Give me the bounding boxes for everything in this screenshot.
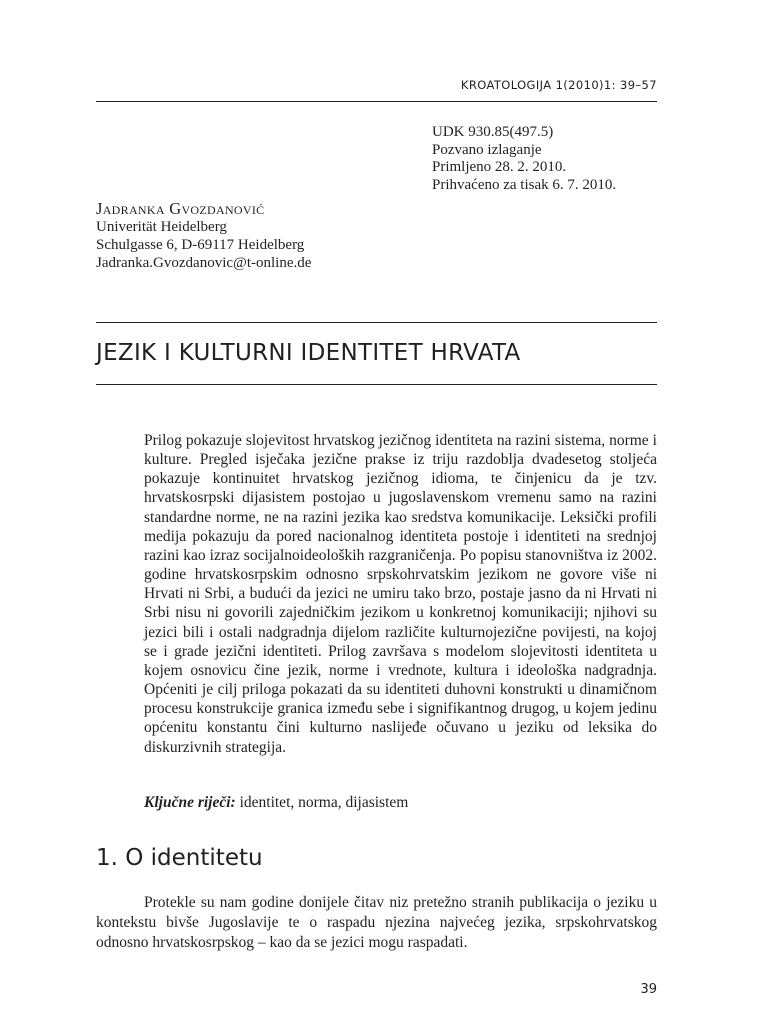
accepted-date: Prihvaćeno za tisak 6. 7. 2010. [432, 176, 617, 193]
article-category: Pozvano izlaganje [432, 141, 542, 158]
article-meta [432, 124, 616, 194]
received-date: Primljeno 28. 2. 2010. [432, 159, 567, 175]
author-address: Schulgasse 6, D-69117 Heidelberg [96, 237, 305, 253]
page-number: 39 [640, 982, 657, 997]
author-block [96, 200, 311, 272]
author-institution: Univerität Heidelberg [96, 219, 227, 235]
udk-code: UDK 930.85(497.5) [432, 124, 554, 140]
section-heading: 1. O identitetu [96, 845, 263, 871]
keywords-label: Ključne riječi: [144, 794, 236, 811]
keywords [144, 794, 408, 812]
author-name: Jadranka Gvozdanović [96, 199, 265, 218]
abstract: Prilog pokazuje slojevitost hrvatskog jezičnog identiteta na razini sistema, norme i kulture. Pregled isječaka jezične prakse iz triju razdoblja dvadesetog stoljeća pokazuje kontinuitet hrvatskog jezičnog idioma, te činjenicu da je tzv. hrvatskosrpski dijasistem postojao u jugoslavenskom vremenu samo na razini standardne norme, ne na razini jezika kao sredstva komunikacije. Leksički profili medija pokazuju da pored nacionalnog identiteta postoje i identiteti na srednjoj razini kao izraz socijalnoideoloških razgraničenja. Po popisu stanovništva iz 2002. godine hrvatskosrpskim odnosno srpskohrvatskim jezikom ne govore više ni Hrvati ni Srbi, a budući da jezici ne umiru tako brzo, postaje jasno da ni Hrvati ni Srbi nisu ni govorili zajedničkim jezikom u konkretnoj komunikaciji; njihovi su jezici bili i ostali nadgradnja dijelom različite kulturnojezične povijesti, na kojoj se i grade jezični identiteti. Prilog završava s modelom slojevitosti identiteta u kojem osnovicu čine jezik, norme i vrednote, kultura i ideološka nadgradnja. Općeniti je cilj priloga pokazati da su identiteti duhovni konstrukti u dinamičnom procesu konstrukcije granica između sebe i signifikantnog drugog, u kojem jedinu općenitu konstantu čini kulturno naslijeđe očuvano u jeziku od leksika do diskurzivnih strategija. [144, 432, 657, 756]
header-rule [96, 101, 657, 102]
author-email: Jadranka.Gvozdanovic@t-online.de [96, 255, 312, 271]
running-head: KROATOLOGIJA 1(2010)1: 39–57 [460, 78, 657, 92]
keywords-text: identitet, norma, dijasistem [239, 794, 409, 811]
body-paragraph: Protekle su nam godine donijele čitav niz pretežno stranih publikacija o jeziku u kontekstu bivše Jugoslavije te o raspadu njezina najvećeg jezika, srpskohrvatskog odnosno hrvatskosrpskog – kao da se jezici mogu raspadati. [96, 894, 657, 951]
title-bottom-rule [96, 384, 657, 385]
article-title: JEZIK I KULTURNI IDENTITET HRVATA [96, 340, 521, 366]
title-top-rule [96, 322, 657, 323]
